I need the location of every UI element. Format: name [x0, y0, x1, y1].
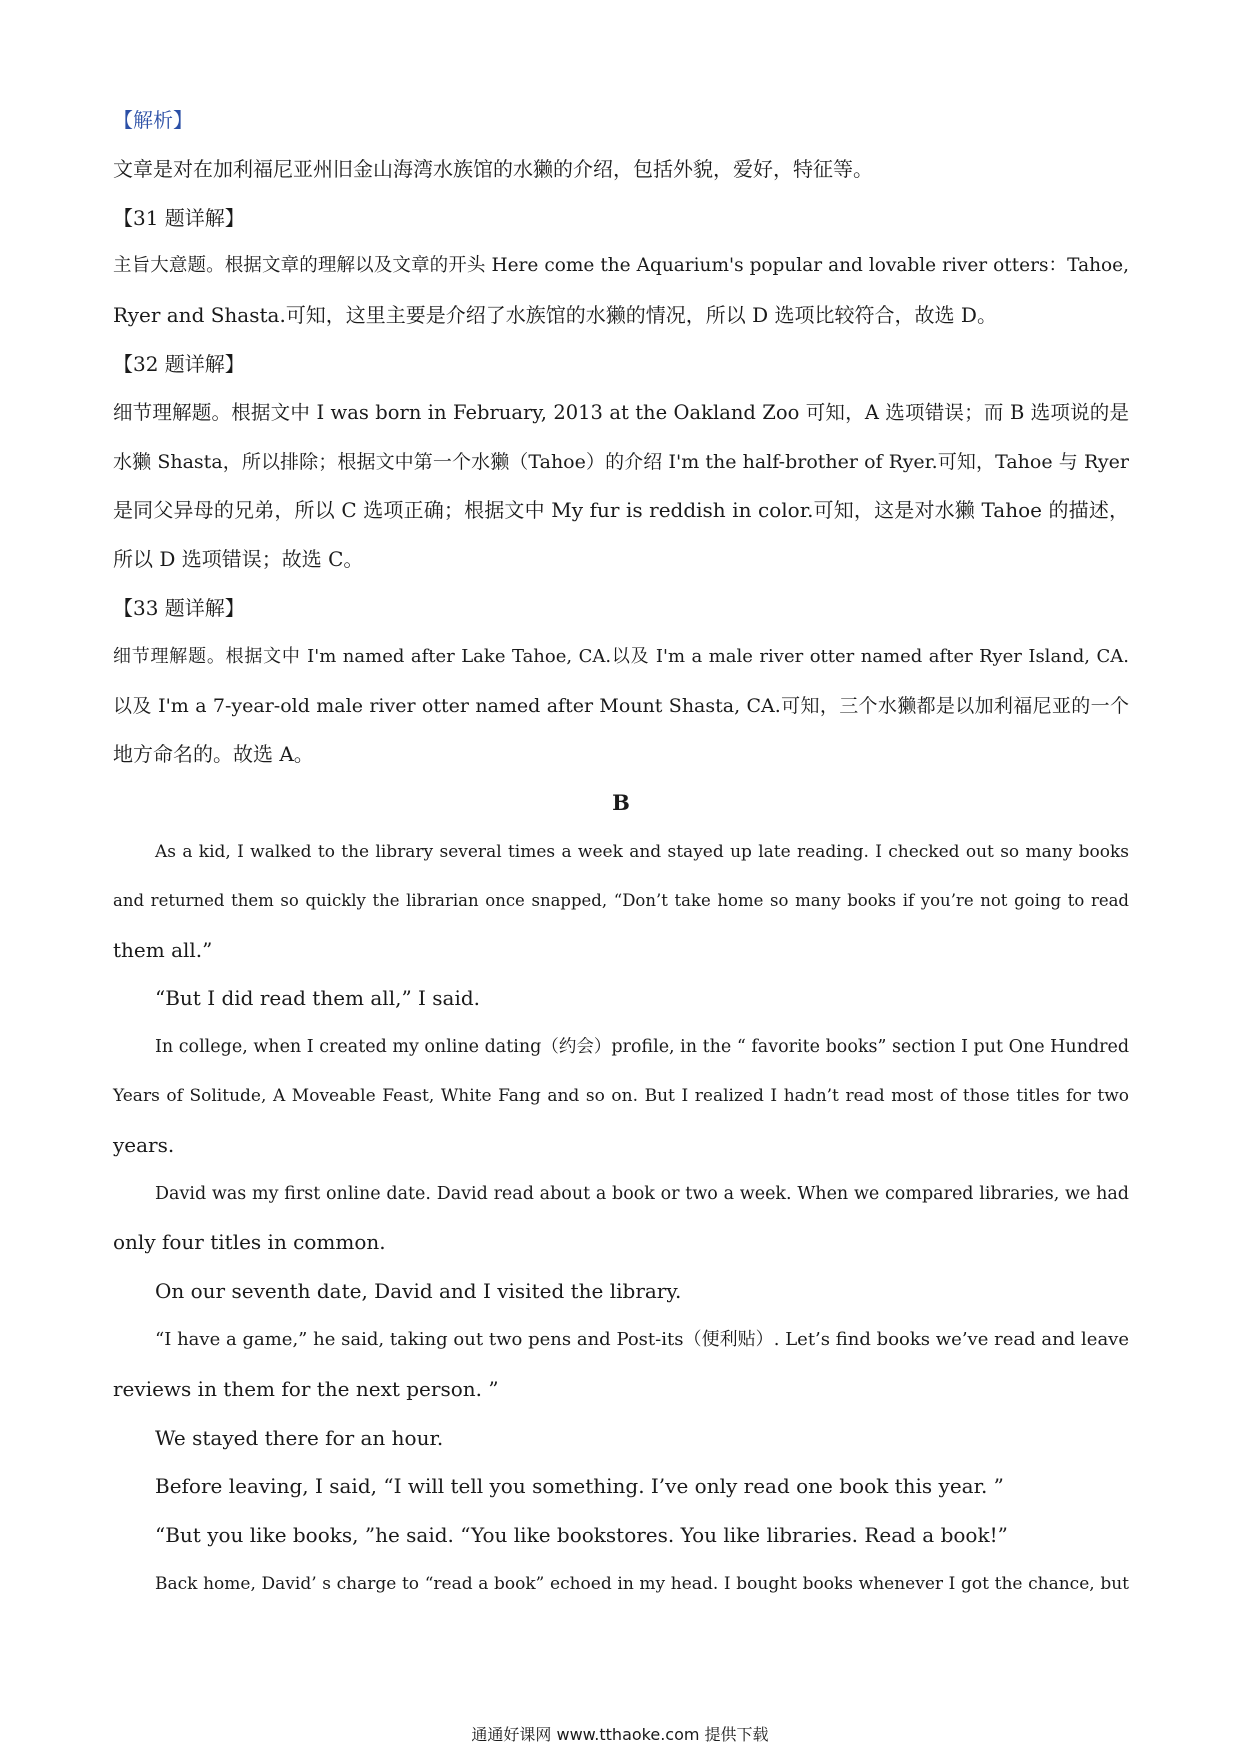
q31-heading: 【31 题详解】 [113, 205, 245, 230]
analysis-summary: 文章是对在加利福尼亚州旧金山海湾水族馆的水獭的介绍，包括外貌，爱好，特征等。 [113, 156, 873, 181]
passage-line: On our seventh date, David and I visited the library. [155, 1279, 682, 1304]
q33-line: 以及 I'm a 7-year-old male river otter named after Mount Shasta, CA.可知，三个水獭都是以加利福尼亚的一个 [113, 694, 1129, 717]
q31-line: 主旨大意题。根据文章的理解以及文章的开头 Here come the Aquarium's popular and lovable river otters：Tahoe, [113, 255, 1129, 277]
passage-line: them all.” [113, 937, 213, 962]
q32-line: 所以 D 选项错误；故选 C。 [113, 547, 364, 572]
passage-line: Before leaving, I said, “I will tell you something. I’ve only read one book this year. ” [155, 1474, 1004, 1499]
q32-line: 是同父异母的兄弟，所以 C 选项正确；根据文中 My fur is reddish in color.可知，这是对水獭 Tahoe 的描述， [113, 498, 1129, 523]
passage-line: Back home, David’ s charge to “read a book” echoed in my head. I bought books whenever I got the chance, but [155, 1573, 1129, 1594]
passage-line: and returned them so quickly the librarian once snapped, “Don’t take home so many books if you’re not going to read [113, 890, 1129, 910]
passage-line: David was my first online date. David read about a book or two a week. When we compared libraries, we had [155, 1183, 1129, 1204]
analysis-heading: 【解析】 [113, 108, 193, 132]
page-footer: 通通好课网 www.tthaoke.com 提供下载 [471, 1725, 769, 1744]
passage-line: “I have a game,” he said, taking out two pens and Post-its（便利贴）. Let’s find books we’ve read and leave [155, 1328, 1129, 1350]
passage-line: We stayed there for an hour. [155, 1425, 444, 1450]
q32-heading: 【32 题详解】 [113, 351, 245, 376]
passage-line: reviews in them for the next person. ” [113, 1376, 499, 1401]
q33-line: 细节理解题。根据文中 I'm named after Lake Tahoe, CA.以及 I'm a male river otter named after Ryer Island, CA. [113, 645, 1129, 667]
passage-line: Years of Solitude, A Moveable Feast, White Fang and so on. But I realized I hadn’t read most of those titles for two [113, 1085, 1129, 1106]
passage-line: “But I did read them all,” I said. [155, 986, 481, 1011]
passage-line: “But you like books, ”he said. “You like bookstores. You like libraries. Read a book!” [155, 1523, 1008, 1548]
passage-line: only four titles in common. [113, 1230, 386, 1255]
q32-line: 细节理解题。根据文中 I was born in February, 2013 at the Oakland Zoo 可知，A 选项错误；而 B 选项说的是 [113, 400, 1129, 424]
q33-heading: 【33 题详解】 [113, 595, 245, 620]
passage-title: B [612, 790, 630, 816]
passage-line: years. [113, 1132, 175, 1157]
passage-line: In college, when I created my online dating（约会）profile, in the “ favorite books” section I put One Hundred [155, 1037, 1130, 1058]
q31-line: Ryer and Shasta.可知，这里主要是介绍了水族馆的水獭的情况，所以 D 选项比较符合，故选 D。 [113, 303, 997, 328]
passage-line: As a kid, I walked to the library several times a week and stayed up late reading. I checked out so many books [155, 841, 1129, 862]
q32-line: 水獭 Shasta，所以排除；根据文中第一个水獭（Tahoe）的介绍 I'm the half-brother of Ryer.可知，Tahoe 与 Ryer [113, 450, 1129, 473]
q33-line: 地方命名的。故选 A。 [113, 742, 314, 767]
document-page [113, 96, 1129, 1609]
